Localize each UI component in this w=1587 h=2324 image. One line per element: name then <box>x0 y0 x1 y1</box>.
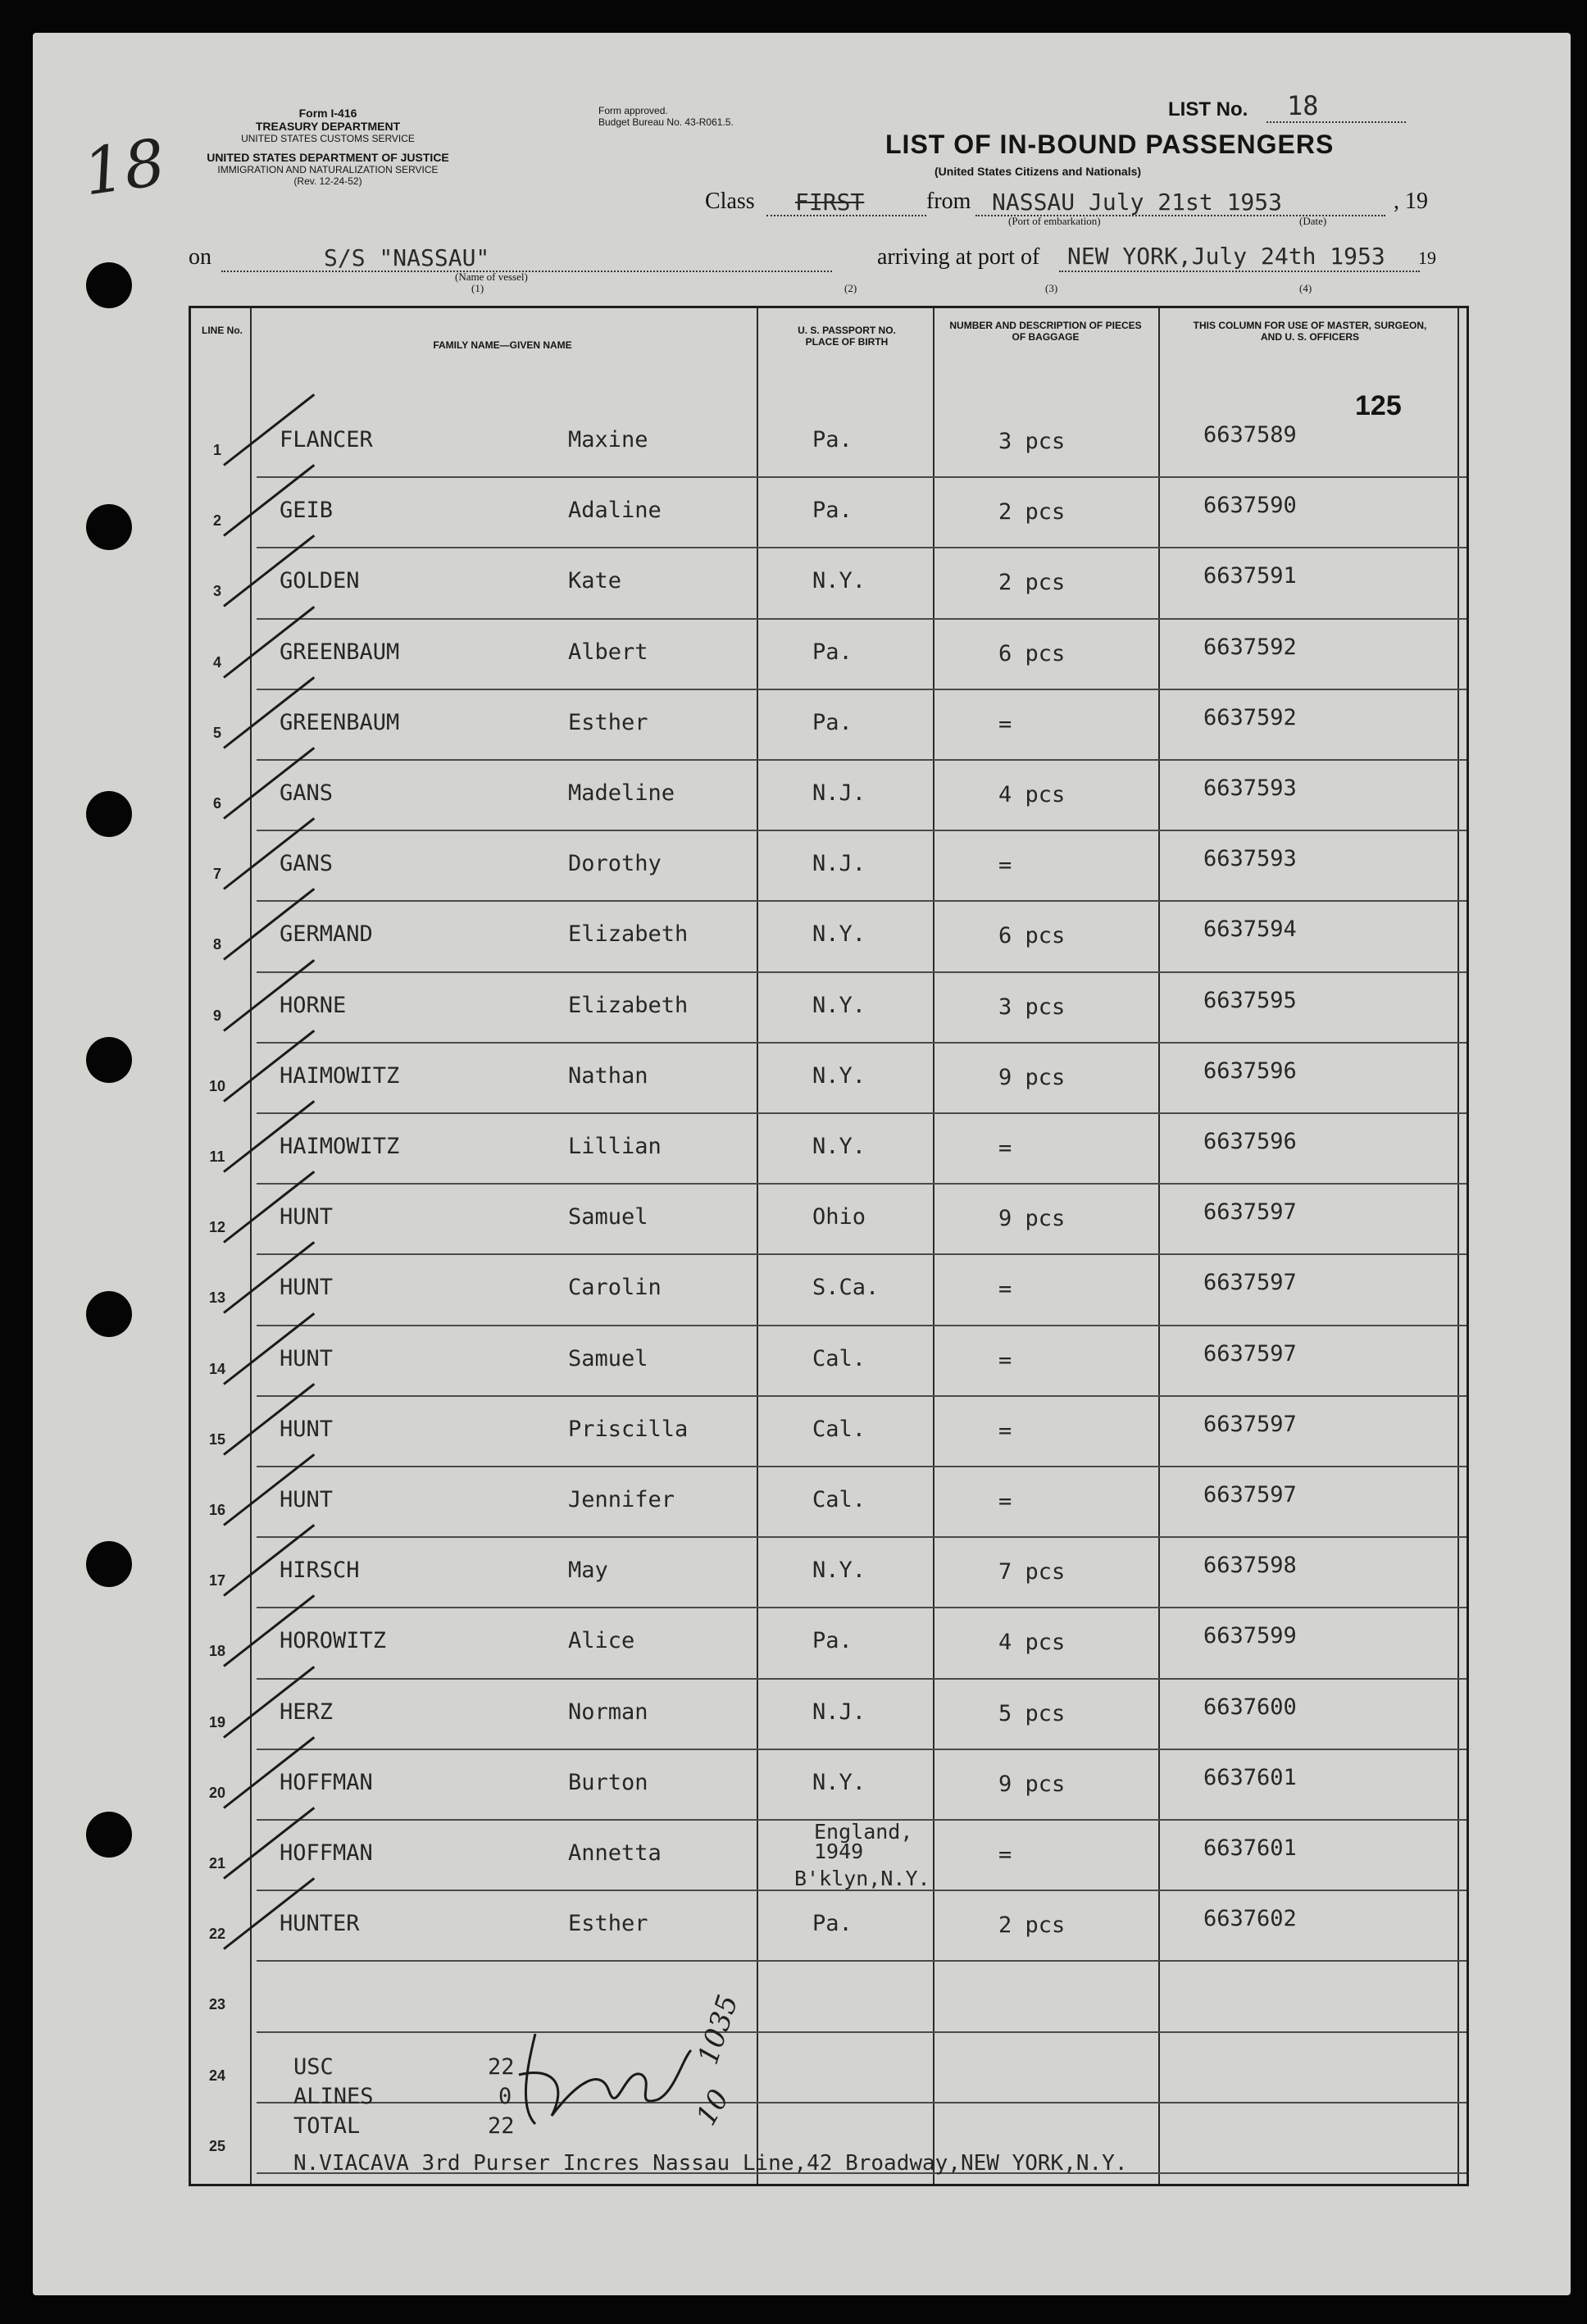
given-name: Albert <box>568 639 648 665</box>
family-name: HAIMOWITZ <box>280 1134 400 1159</box>
row-rule <box>257 1678 1466 1680</box>
embarkation-value: NASSAU July 21st 1953 <box>992 189 1283 216</box>
margin-handwritten-number: 18 <box>79 125 171 211</box>
line-number: 6 <box>212 795 221 812</box>
line-number: 17 <box>208 1572 226 1590</box>
row-rule <box>257 1042 1466 1044</box>
handwritten-tally: 1035 <box>691 1990 745 2069</box>
family-name: HUNT <box>280 1416 334 1442</box>
line-number: 24 <box>208 2067 226 2084</box>
column-divider <box>933 308 934 2184</box>
officer-reference-number: 6637597 <box>1203 1199 1297 1226</box>
place-of-birth: B'klyn,N.Y. <box>794 1867 930 1890</box>
baggage-count: 2 pcs <box>998 570 1066 596</box>
baggage-count: = <box>998 853 1012 879</box>
aliens-value: 0 <box>498 2084 512 2109</box>
line-number: 12 <box>208 1219 226 1236</box>
line-number: 15 <box>208 1430 226 1448</box>
place-of-birth: N.Y. <box>812 1062 866 1089</box>
family-name: GEIB <box>280 498 334 524</box>
given-name: May <box>568 1558 608 1584</box>
header-baggage: NUMBER AND DESCRIPTION OF PIECES OF BAGGAGE <box>949 320 1142 343</box>
place-of-birth: Pa. <box>812 1628 853 1654</box>
place-of-birth: N.J. <box>812 851 866 877</box>
baggage-count: = <box>998 1347 1012 1373</box>
line-number: 18 <box>208 1643 226 1660</box>
department-of-justice: UNITED STATES DEPARTMENT OF JUSTICE <box>207 151 449 164</box>
baggage-count: = <box>998 1489 1012 1514</box>
place-of-birth: S.Ca. <box>812 1275 880 1301</box>
given-name: Norman <box>568 1699 648 1725</box>
place-of-birth: Cal. <box>812 1487 866 1512</box>
baggage-count: 4 pcs <box>998 782 1066 807</box>
column-divider <box>1457 308 1459 2184</box>
given-name: Kate <box>568 568 622 594</box>
immigration-service: IMMIGRATION AND NATURALIZATION SERVICE <box>217 164 439 175</box>
place-of-birth: N.Y. <box>812 921 866 948</box>
handwritten-tally-sub: 10 <box>689 2084 736 2131</box>
line-number: 13 <box>208 1289 226 1307</box>
line-number: 3 <box>212 583 221 600</box>
row-rule <box>257 1607 1466 1608</box>
line-number: 11 <box>209 1148 225 1165</box>
class-label: Class <box>705 189 755 214</box>
place-of-birth: Ohio <box>812 1204 866 1230</box>
family-name: HUNT <box>280 1275 334 1301</box>
given-name: Nathan <box>568 1062 648 1089</box>
row-rule <box>257 1183 1466 1185</box>
place-of-birth: N.Y. <box>812 1558 866 1584</box>
officer-reference-number: 6637601 <box>1203 1835 1297 1861</box>
punch-hole <box>86 791 132 837</box>
column-4-caption: (4) <box>1299 282 1312 294</box>
column-divider <box>757 308 758 2184</box>
total-value: 22 <box>488 2113 515 2139</box>
baggage-count: 9 pcs <box>998 1206 1066 1232</box>
class-value: FIRST <box>795 189 865 216</box>
punch-hole <box>86 1037 132 1083</box>
given-name: Samuel <box>568 1204 648 1230</box>
baggage-count: 5 pcs <box>998 1700 1066 1726</box>
row-rule <box>257 1395 1466 1397</box>
family-name: GERMAND <box>280 921 373 948</box>
family-name: HUNT <box>280 1487 334 1512</box>
baggage-count: = <box>998 1417 1012 1444</box>
given-name: Esther <box>568 1911 648 1937</box>
family-name: HAIMOWITZ <box>280 1062 400 1089</box>
column-divider <box>250 308 252 2184</box>
given-name: Samuel <box>568 1345 648 1371</box>
line-number: 25 <box>208 2137 226 2154</box>
given-name: Elizabeth <box>568 992 689 1018</box>
arrival-underline <box>1059 271 1420 272</box>
column-1-caption: (1) <box>471 282 484 294</box>
officer-reference-number: 6637594 <box>1203 916 1297 943</box>
total-label: TOTAL <box>293 2113 361 2139</box>
from-label: from <box>926 189 971 214</box>
family-name: GANS <box>280 851 334 877</box>
column-divider <box>1158 308 1160 2184</box>
year-suffix: , 19 <box>1394 189 1428 214</box>
line-number: 5 <box>212 724 221 741</box>
baggage-count: 4 pcs <box>998 1630 1066 1656</box>
family-name: HERZ <box>280 1699 334 1725</box>
page-tally-number: 125 <box>1355 390 1402 421</box>
officer-reference-number: 6637596 <box>1203 1057 1297 1084</box>
row-rule <box>257 971 1466 973</box>
punch-hole <box>86 1291 132 1337</box>
officer-reference-number: 6637599 <box>1203 1623 1297 1649</box>
row-rule <box>257 1112 1466 1114</box>
arrival-value: NEW YORK,July 24th 1953 <box>1067 243 1385 270</box>
given-name: Lillian <box>568 1134 662 1159</box>
vessel-name: S/S "NASSAU" <box>324 244 490 271</box>
header-line-no: LINE No. <box>202 325 243 336</box>
place-of-birth: N.Y. <box>812 992 866 1018</box>
family-name: HOROWITZ <box>280 1628 387 1654</box>
baggage-count: = <box>998 1276 1012 1303</box>
place-of-birth: Pa. <box>812 427 853 453</box>
row-rule <box>257 1466 1466 1467</box>
family-name: GANS <box>280 780 334 806</box>
officer-reference-number: 6637601 <box>1203 1764 1297 1790</box>
place-of-birth: Cal. <box>812 1416 866 1442</box>
given-name: Dorothy <box>568 851 662 877</box>
baggage-count: = <box>998 711 1012 737</box>
officer-reference-number: 6637597 <box>1203 1270 1297 1296</box>
list-number-underline <box>1266 121 1406 123</box>
baggage-count: = <box>998 1135 1012 1161</box>
on-label: on <box>189 244 211 270</box>
officer-reference-number: 6637597 <box>1203 1482 1297 1508</box>
baggage-count: 2 pcs <box>998 1912 1066 1939</box>
row-rule <box>257 1749 1466 1750</box>
passenger-table <box>189 306 1469 2186</box>
row-rule <box>257 1325 1466 1326</box>
baggage-count: = <box>998 1842 1012 1867</box>
officer-reference-number: 6637590 <box>1203 493 1297 519</box>
family-name: HOFFMAN <box>280 1769 373 1795</box>
officer-reference-number: 6637589 <box>1203 422 1297 448</box>
baggage-count: 6 pcs <box>998 923 1066 949</box>
family-name: HUNTER <box>280 1911 360 1937</box>
officer-reference-number: 6637602 <box>1203 1906 1297 1932</box>
row-rule <box>257 1253 1466 1255</box>
row-rule <box>257 2102 1466 2103</box>
row-rule <box>257 830 1466 831</box>
aliens-label: ALINES <box>293 2084 374 2109</box>
date-caption: (Date) <box>1299 215 1327 227</box>
punch-hole <box>86 1812 132 1858</box>
line-number: 22 <box>208 1926 226 1943</box>
family-name: FLANCER <box>280 427 373 453</box>
line-number: 1 <box>212 442 221 458</box>
row-rule <box>257 689 1466 690</box>
officer-reference-number: 6637592 <box>1203 634 1297 660</box>
baggage-count: 6 pcs <box>998 640 1066 666</box>
family-name: HOFFMAN <box>280 1840 373 1866</box>
arrival-year-suffix: 19 <box>1418 248 1436 268</box>
family-name: HORNE <box>280 992 347 1018</box>
list-number-value: 18 <box>1287 90 1319 121</box>
officer-reference-number: 6637595 <box>1203 987 1297 1013</box>
baggage-count: 9 pcs <box>998 1771 1066 1797</box>
customs-service: UNITED STATES CUSTOMS SERVICE <box>241 133 415 144</box>
family-name: HUNT <box>280 1204 334 1230</box>
place-of-birth: N.Y. <box>812 1134 866 1159</box>
given-name: Madeline <box>568 780 675 806</box>
list-number-label: LIST No. <box>1168 98 1248 121</box>
given-name: Annetta <box>568 1840 662 1866</box>
line-number: 7 <box>212 866 221 883</box>
officer-reference-number: 6637593 <box>1203 775 1297 801</box>
column-2-caption: (2) <box>844 282 857 294</box>
officer-reference-number: 6637593 <box>1203 846 1297 872</box>
row-rule <box>257 476 1466 478</box>
given-name: Jennifer <box>568 1487 675 1512</box>
given-name: Alice <box>568 1628 635 1654</box>
family-name: GOLDEN <box>280 568 360 594</box>
family-name: HUNT <box>280 1345 334 1371</box>
usc-label: USC <box>293 2054 334 2080</box>
treasury-department: TREASURY DEPARTMENT <box>255 120 401 133</box>
given-name: Burton <box>568 1769 648 1795</box>
header-passport: U. S. PASSPORT NO. PLACE OF BIRTH <box>798 325 896 348</box>
line-number: 4 <box>212 653 221 671</box>
line-number: 16 <box>208 1502 226 1518</box>
form-approved: Form approved. <box>598 105 668 116</box>
officer-reference-number: 6637598 <box>1203 1553 1297 1579</box>
place-of-birth: N.J. <box>812 1699 866 1725</box>
row-rule <box>257 547 1466 548</box>
port-caption: (Port of embarkation) <box>1008 215 1101 227</box>
officer-reference-number: 6637592 <box>1203 704 1297 730</box>
line-number: 20 <box>208 1784 226 1801</box>
purser-footer: N.VIACAVA 3rd Purser Incres Nassau Line,42 Broadway,NEW YORK,N.Y. <box>293 2151 1128 2176</box>
form-title: LIST OF IN-BOUND PASSENGERS <box>885 130 1335 159</box>
punch-hole <box>86 504 132 550</box>
vessel-caption: (Name of vessel) <box>455 271 528 283</box>
column-3-caption: (3) <box>1045 282 1058 294</box>
place-of-birth: Pa. <box>812 709 853 735</box>
place-of-birth: N.Y. <box>812 1769 866 1795</box>
line-number: 8 <box>212 936 221 953</box>
officer-reference-number: 6637597 <box>1203 1411 1297 1437</box>
place-of-birth: Pa. <box>812 498 853 524</box>
officer-reference-number: 6637600 <box>1203 1694 1297 1720</box>
baggage-count: 2 pcs <box>998 499 1066 525</box>
header-name: FAMILY NAME—GIVEN NAME <box>433 339 572 351</box>
baggage-count: 7 pcs <box>998 1559 1066 1585</box>
line-number: 10 <box>208 1077 226 1094</box>
baggage-count: 3 pcs <box>998 994 1066 1020</box>
given-name: Maxine <box>568 427 648 453</box>
arriving-label: arriving at port of <box>877 244 1040 270</box>
place-of-birth: N.J. <box>812 780 866 806</box>
given-name: Adaline <box>568 498 662 524</box>
line-number: 23 <box>208 1996 226 2013</box>
place-of-birth-note: England, 1949 <box>814 1820 913 1863</box>
family-name: GREENBAUM <box>280 709 400 735</box>
row-rule <box>257 900 1466 902</box>
row-rule <box>257 618 1466 620</box>
line-number: 2 <box>212 512 221 530</box>
place-of-birth: Pa. <box>812 1911 853 1937</box>
given-name: Priscilla <box>568 1416 689 1442</box>
line-number: 9 <box>212 1007 221 1024</box>
line-number: 19 <box>208 1713 226 1730</box>
header-officers: THIS COLUMN FOR USE OF MASTER, SURGEON, AND U. S. OFFICERS <box>1193 320 1427 343</box>
punch-hole <box>86 1541 132 1587</box>
row-rule <box>257 1536 1466 1538</box>
officer-reference-number: 6637596 <box>1203 1129 1297 1154</box>
form-number: Form I-416 <box>298 107 357 120</box>
family-name: GREENBAUM <box>280 639 400 665</box>
place-of-birth: Pa. <box>812 639 853 665</box>
officer-reference-number: 6637597 <box>1203 1340 1297 1367</box>
given-name: Esther <box>568 709 648 735</box>
family-name: HIRSCH <box>280 1558 360 1584</box>
officer-reference-number: 6637591 <box>1203 563 1297 589</box>
revision-date: (Rev. 12-24-52) <box>293 175 362 187</box>
given-name: Elizabeth <box>568 921 689 948</box>
place-of-birth: Cal. <box>812 1345 866 1371</box>
row-rule <box>257 2031 1466 2033</box>
budget-bureau-number: Budget Bureau No. 43-R061.5. <box>598 116 734 128</box>
form-subtitle: (United States Citizens and Nationals) <box>934 165 1142 178</box>
line-number: 21 <box>208 1855 226 1871</box>
usc-value: 22 <box>488 2054 515 2080</box>
line-number: 14 <box>208 1360 226 1377</box>
baggage-count: 3 pcs <box>998 429 1066 454</box>
row-rule <box>257 759 1466 761</box>
punch-hole <box>86 262 132 308</box>
row-rule <box>257 1960 1466 1962</box>
baggage-count: 9 pcs <box>998 1064 1066 1090</box>
given-name: Carolin <box>568 1275 662 1301</box>
place-of-birth: N.Y. <box>812 568 866 594</box>
